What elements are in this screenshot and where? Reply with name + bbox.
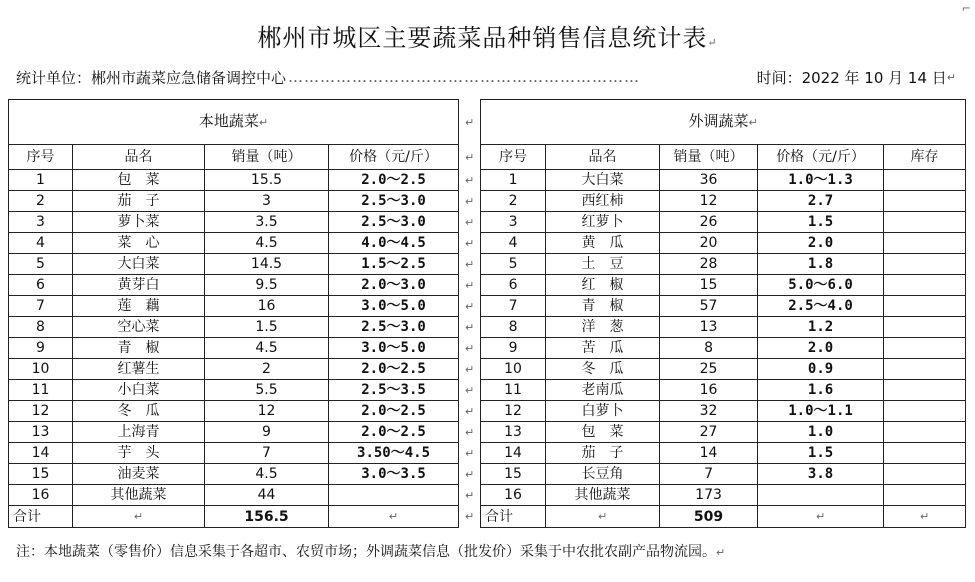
divider-cell: ↵ xyxy=(459,191,481,212)
quantity-cell: 16 xyxy=(660,380,758,401)
product-name-cell: 茄 子 xyxy=(546,443,660,464)
quantity-cell: 5.5 xyxy=(205,380,329,401)
price-cell: 1.0～1.1 xyxy=(758,401,884,422)
row-number-cell: 6 xyxy=(481,275,546,296)
quantity-cell: 4.5 xyxy=(205,338,329,359)
price-cell: 2.0～2.5 xyxy=(329,401,459,422)
price-cell: 2.7 xyxy=(758,191,884,212)
quantity-cell: 173 xyxy=(660,485,758,506)
empty-cell: ↵ xyxy=(758,506,884,528)
column-header: 品名 xyxy=(73,145,205,170)
quantity-cell: 9.5 xyxy=(205,275,329,296)
page-corner-mark: ⌐ xyxy=(961,2,971,15)
quantity-cell: 32 xyxy=(660,401,758,422)
table-row xyxy=(9,233,966,254)
stock-cell xyxy=(884,191,966,212)
external-section-header: 外调蔬菜↵ xyxy=(481,100,966,145)
divider-cell: ↵ xyxy=(459,212,481,233)
total-external-quantity: 509 xyxy=(660,506,758,528)
product-name-cell: 包 菜 xyxy=(73,170,205,191)
price-cell: 4.0～4.5 xyxy=(329,233,459,254)
quantity-cell: 7 xyxy=(660,464,758,485)
divider-cell: ↵ xyxy=(459,145,481,170)
unit-label: 统计单位：郴州市蔬菜应急储备调控中心 xyxy=(16,68,287,87)
product-name-cell: 土 豆 xyxy=(546,254,660,275)
row-number-cell: 16 xyxy=(9,485,73,506)
product-name-cell: 大白菜 xyxy=(546,170,660,191)
local-section-header: 本地蔬菜↵ xyxy=(9,100,459,145)
column-header-row xyxy=(9,145,966,170)
product-name-cell: 红 椒 xyxy=(546,275,660,296)
date-label: 时间：2022 年 10 月 14 日 xyxy=(756,68,947,87)
table-row xyxy=(9,401,966,422)
price-cell: 0.9 xyxy=(758,359,884,380)
divider-cell: ↵ xyxy=(459,401,481,422)
product-name-cell: 苦 瓜 xyxy=(546,338,660,359)
row-number-cell: 10 xyxy=(9,359,73,380)
table-row xyxy=(9,443,966,464)
empty-cell: ↵ xyxy=(329,506,459,528)
quantity-cell: 26 xyxy=(660,212,758,233)
column-header: 序号 xyxy=(481,145,546,170)
stock-cell xyxy=(884,380,966,401)
stock-cell xyxy=(884,170,966,191)
price-cell: 2.5～4.0 xyxy=(758,296,884,317)
row-number-cell: 12 xyxy=(481,401,546,422)
product-name-cell: 西红柿 xyxy=(546,191,660,212)
price-cell: 1.0 xyxy=(758,422,884,443)
row-number-cell: 14 xyxy=(9,443,73,464)
stock-cell xyxy=(884,317,966,338)
table-row xyxy=(9,380,966,401)
price-cell: 2.0～2.5 xyxy=(329,359,459,380)
paragraph-mark: ↵ xyxy=(707,36,718,49)
price-cell: 3.0～5.0 xyxy=(329,338,459,359)
row-number-cell: 11 xyxy=(9,380,73,401)
total-row xyxy=(9,506,966,528)
divider-cell: ↵ xyxy=(459,233,481,254)
table-row xyxy=(9,359,966,380)
product-name-cell: 萝卜菜 xyxy=(73,212,205,233)
product-name-cell: 黄芽白 xyxy=(73,275,205,296)
quantity-cell: 16 xyxy=(205,296,329,317)
price-cell: 2.0 xyxy=(758,233,884,254)
total-label: 合计 xyxy=(9,506,73,528)
stock-cell xyxy=(884,443,966,464)
column-header: 价格（元/斤） xyxy=(329,145,459,170)
quantity-cell: 4.5 xyxy=(205,233,329,254)
price-cell: 2.5～3.5 xyxy=(329,380,459,401)
row-number-cell: 4 xyxy=(9,233,73,254)
row-number-cell: 3 xyxy=(9,212,73,233)
row-number-cell: 4 xyxy=(481,233,546,254)
row-number-cell: 15 xyxy=(481,464,546,485)
table-row xyxy=(9,254,966,275)
price-cell: 1.8 xyxy=(758,254,884,275)
price-cell: 1.6 xyxy=(758,380,884,401)
price-cell: 1.5 xyxy=(758,443,884,464)
divider-cell: ↵ xyxy=(459,443,481,464)
table-row xyxy=(9,338,966,359)
product-name-cell: 茄 子 xyxy=(73,191,205,212)
quantity-cell: 44 xyxy=(205,485,329,506)
product-name-cell: 青 椒 xyxy=(73,338,205,359)
quantity-cell: 9 xyxy=(205,422,329,443)
product-name-cell: 油麦菜 xyxy=(73,464,205,485)
column-header: 序号 xyxy=(9,145,73,170)
product-name-cell: 白萝卜 xyxy=(546,401,660,422)
stat-table xyxy=(8,99,966,528)
stock-cell xyxy=(884,233,966,254)
total-local-quantity: 156.5 xyxy=(205,506,329,528)
page-title-text: 郴州市城区主要蔬菜品种销售信息统计表 xyxy=(257,24,708,52)
quantity-cell: 12 xyxy=(660,191,758,212)
stock-cell xyxy=(884,485,966,506)
divider-cell: ↵ xyxy=(459,275,481,296)
column-header: 库存 xyxy=(884,145,966,170)
row-number-cell: 2 xyxy=(481,191,546,212)
price-cell: 3.8 xyxy=(758,464,884,485)
product-name-cell: 青 椒 xyxy=(546,296,660,317)
stock-cell xyxy=(884,422,966,443)
row-number-cell: 6 xyxy=(9,275,73,296)
price-cell: 2.0 xyxy=(758,338,884,359)
product-name-cell: 其他蔬菜 xyxy=(546,485,660,506)
product-name-cell: 包 菜 xyxy=(546,422,660,443)
quantity-cell: 7 xyxy=(205,443,329,464)
divider-cell: ↵ xyxy=(459,485,481,506)
row-number-cell: 14 xyxy=(481,443,546,464)
product-name-cell: 老南瓜 xyxy=(546,380,660,401)
divider-cell: ↵ xyxy=(459,317,481,338)
quantity-cell: 3.5 xyxy=(205,212,329,233)
price-cell: 3.50～4.5 xyxy=(329,443,459,464)
stock-cell xyxy=(884,464,966,485)
price-cell: 3.0～3.5 xyxy=(329,464,459,485)
column-header: 价格（元/斤） xyxy=(758,145,884,170)
leader-dots: ………………………………………………………… xyxy=(288,68,641,86)
price-cell: 2.0～2.5 xyxy=(329,170,459,191)
product-name-cell: 冬 瓜 xyxy=(546,359,660,380)
price-cell: 2.5～3.0 xyxy=(329,317,459,338)
table-row xyxy=(9,170,966,191)
quantity-cell: 12 xyxy=(205,401,329,422)
row-number-cell: 16 xyxy=(481,485,546,506)
price-cell xyxy=(758,485,884,506)
total-label: 合计 xyxy=(481,506,546,528)
quantity-cell: 8 xyxy=(660,338,758,359)
quantity-cell: 20 xyxy=(660,233,758,254)
row-number-cell: 8 xyxy=(481,317,546,338)
divider-cell: ↵ xyxy=(459,359,481,380)
quantity-cell: 57 xyxy=(660,296,758,317)
quantity-cell: 25 xyxy=(660,359,758,380)
divider-cell: ↵ xyxy=(459,100,481,145)
row-number-cell: 15 xyxy=(9,464,73,485)
section-header-row xyxy=(9,100,966,145)
divider-cell: ↵ xyxy=(459,422,481,443)
quantity-cell: 3 xyxy=(205,191,329,212)
column-header: 销量（吨） xyxy=(205,145,329,170)
product-name-cell: 莲 藕 xyxy=(73,296,205,317)
product-name-cell: 其他蔬菜 xyxy=(73,485,205,506)
column-header: 品名 xyxy=(546,145,660,170)
product-name-cell: 菜 心 xyxy=(73,233,205,254)
row-number-cell: 8 xyxy=(9,317,73,338)
column-header: 销量（吨） xyxy=(660,145,758,170)
row-number-cell: 9 xyxy=(9,338,73,359)
row-number-cell: 11 xyxy=(481,380,546,401)
quantity-cell: 13 xyxy=(660,317,758,338)
empty-cell: ↵ xyxy=(73,506,205,528)
price-cell xyxy=(329,485,459,506)
price-cell: 1.0～1.3 xyxy=(758,170,884,191)
quantity-cell: 14 xyxy=(660,443,758,464)
divider-cell: ↵ xyxy=(459,296,481,317)
row-number-cell: 1 xyxy=(481,170,546,191)
stock-cell xyxy=(884,275,966,296)
quantity-cell: 14.5 xyxy=(205,254,329,275)
info-line xyxy=(16,66,956,88)
quantity-cell: 36 xyxy=(660,170,758,191)
table-row xyxy=(9,275,966,296)
price-cell: 5.0～6.0 xyxy=(758,275,884,296)
product-name-cell: 大白菜 xyxy=(73,254,205,275)
divider-cell: ↵ xyxy=(459,506,481,528)
row-number-cell: 5 xyxy=(9,254,73,275)
row-number-cell: 1 xyxy=(9,170,73,191)
product-name-cell: 小白菜 xyxy=(73,380,205,401)
divider-cell: ↵ xyxy=(459,380,481,401)
page-title xyxy=(0,18,975,53)
table-row xyxy=(9,485,966,506)
stock-cell xyxy=(884,338,966,359)
row-number-cell: 10 xyxy=(481,359,546,380)
product-name-cell: 洋 葱 xyxy=(546,317,660,338)
row-number-cell: 12 xyxy=(9,401,73,422)
quantity-cell: 15.5 xyxy=(205,170,329,191)
product-name-cell: 上海青 xyxy=(73,422,205,443)
product-name-cell: 红萝卜 xyxy=(546,212,660,233)
price-cell: 2.0～2.5 xyxy=(329,422,459,443)
divider-cell: ↵ xyxy=(459,170,481,191)
stock-cell xyxy=(884,212,966,233)
quantity-cell: 28 xyxy=(660,254,758,275)
quantity-cell: 27 xyxy=(660,422,758,443)
table-row xyxy=(9,464,966,485)
table-row xyxy=(9,296,966,317)
product-name-cell: 长豆角 xyxy=(546,464,660,485)
empty-cell: ↵ xyxy=(546,506,660,528)
row-number-cell: 7 xyxy=(9,296,73,317)
table-row xyxy=(9,422,966,443)
product-name-cell: 芋 头 xyxy=(73,443,205,464)
quantity-cell: 4.5 xyxy=(205,464,329,485)
row-number-cell: 7 xyxy=(481,296,546,317)
stock-cell xyxy=(884,401,966,422)
product-name-cell: 黄 瓜 xyxy=(546,233,660,254)
row-number-cell: 3 xyxy=(481,212,546,233)
divider-cell: ↵ xyxy=(459,464,481,485)
row-number-cell: 13 xyxy=(9,422,73,443)
product-name-cell: 空心菜 xyxy=(73,317,205,338)
price-cell: 2.5～3.0 xyxy=(329,212,459,233)
price-cell: 2.0～3.0 xyxy=(329,275,459,296)
stock-cell xyxy=(884,296,966,317)
price-cell: 2.5～3.0 xyxy=(329,191,459,212)
stock-cell xyxy=(884,359,966,380)
price-cell: 1.2 xyxy=(758,317,884,338)
product-name-cell: 冬 瓜 xyxy=(73,401,205,422)
product-name-cell: 红薯生 xyxy=(73,359,205,380)
paragraph-mark: ↵ xyxy=(946,70,956,84)
row-number-cell: 5 xyxy=(481,254,546,275)
divider-cell: ↵ xyxy=(459,254,481,275)
quantity-cell: 1.5 xyxy=(205,317,329,338)
price-cell: 1.5 xyxy=(758,212,884,233)
table-row xyxy=(9,317,966,338)
price-cell: 3.0～5.0 xyxy=(329,296,459,317)
stock-cell xyxy=(884,254,966,275)
divider-cell: ↵ xyxy=(459,338,481,359)
table-row xyxy=(9,212,966,233)
empty-cell: ↵ xyxy=(884,506,966,528)
row-number-cell: 9 xyxy=(481,338,546,359)
quantity-cell: 2 xyxy=(205,359,329,380)
quantity-cell: 15 xyxy=(660,275,758,296)
row-number-cell: 2 xyxy=(9,191,73,212)
price-cell: 1.5～2.5 xyxy=(329,254,459,275)
row-number-cell: 13 xyxy=(481,422,546,443)
footnote: 注：本地蔬菜（零售价）信息采集于各超市、农贸市场；外调蔬菜信息（批发价）采集于中农批农副产品物流园。↵ xyxy=(16,544,726,560)
table-row xyxy=(9,191,966,212)
